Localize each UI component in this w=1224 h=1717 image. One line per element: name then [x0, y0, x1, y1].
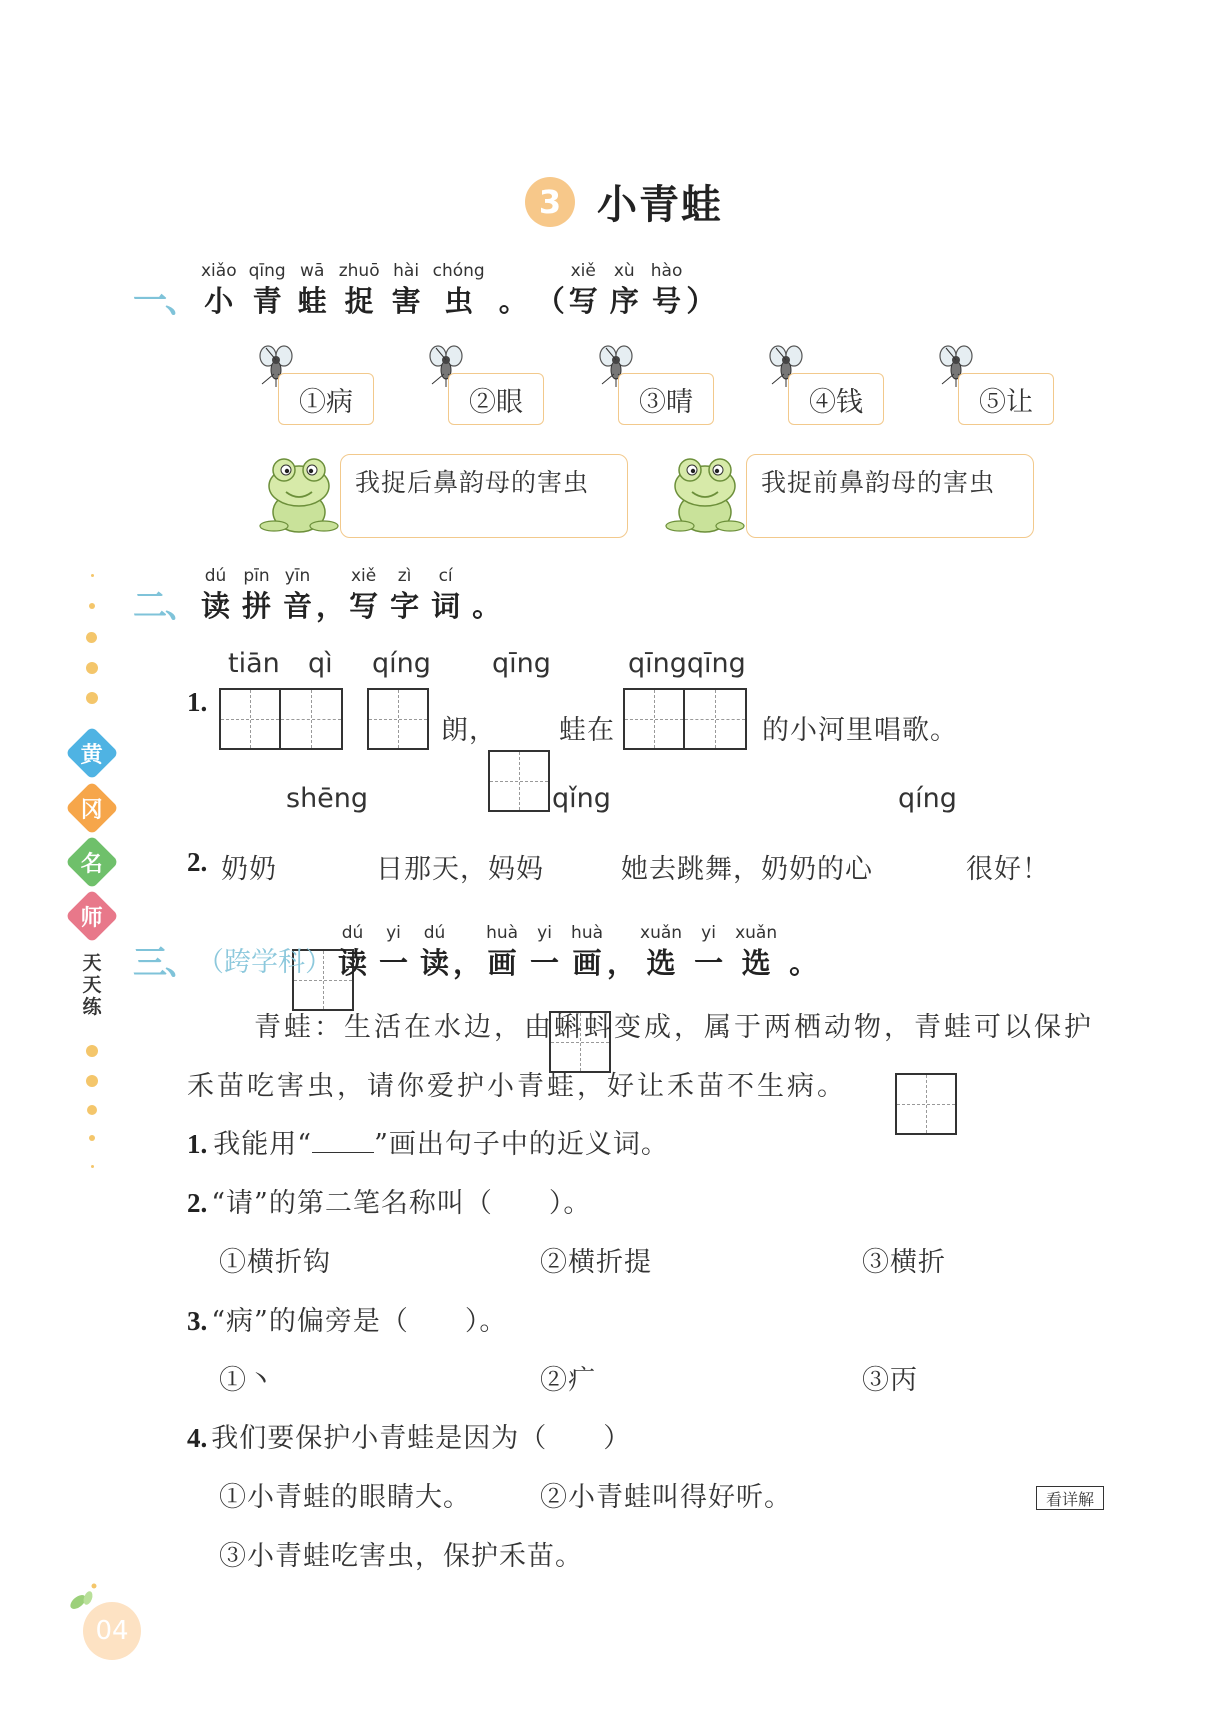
hanzi: 拼 — [242, 589, 272, 623]
question-number: 1. — [187, 687, 208, 717]
option-3[interactable]: ③横折 — [862, 1247, 946, 1278]
pinyin: cí — [438, 566, 453, 586]
hanzi: 音 — [283, 589, 313, 623]
sentence-text: 很好！ — [966, 854, 1050, 885]
sidebar-dot — [86, 1075, 98, 1087]
sidebar-dot — [91, 1165, 94, 1168]
hanzi: 一 — [379, 946, 409, 980]
pinyin: xiě — [570, 261, 596, 281]
sentence-text: 朗， — [441, 715, 497, 746]
sidebar-dot — [91, 574, 94, 577]
pinyin-tian: tiān — [228, 648, 280, 679]
pinyin: yi — [701, 923, 716, 943]
card-label: ①病 — [299, 386, 353, 418]
lesson-title-text: 小青蛙 — [597, 182, 723, 228]
writing-box[interactable] — [623, 688, 685, 750]
page-number — [83, 1602, 141, 1660]
pinyin: wā — [300, 261, 325, 281]
bubble-text: 我捉前鼻韵母的害虫 — [761, 468, 996, 497]
pinyin: yi — [537, 923, 552, 943]
pinyin: dú — [423, 923, 446, 943]
writing-box[interactable] — [281, 688, 343, 750]
comma: ， — [316, 589, 346, 623]
question-number: 1. — [187, 1129, 208, 1159]
pinyin: dú — [204, 566, 227, 586]
passage-line-2: 禾苗吃害虫，请你爱护小青蛙，好让禾苗不生病。 — [187, 1071, 847, 1102]
sidebar-dot — [89, 603, 95, 609]
diamond-label: 师 — [80, 905, 104, 931]
pinyin: chóng — [432, 261, 485, 281]
writing-box[interactable] — [219, 688, 281, 750]
period: 。 — [789, 946, 819, 980]
question-3-1 — [187, 1122, 669, 1161]
hanzi: 词 — [431, 589, 461, 623]
period: 。 — [472, 589, 502, 623]
hanzi: 读 — [420, 946, 450, 980]
section2-header — [133, 565, 505, 625]
page-number-text: 04 — [95, 1616, 129, 1646]
question-number: 4. — [187, 1423, 208, 1453]
hanzi: 害 — [391, 284, 421, 318]
option-3[interactable]: ③丙 — [862, 1365, 918, 1396]
writing-box[interactable] — [685, 688, 747, 750]
hanzi: 号 — [652, 284, 682, 318]
comma: ， — [453, 946, 483, 980]
option-2[interactable]: ②横折提 — [540, 1247, 652, 1278]
speech-bubble-front-nasal[interactable] — [746, 454, 1034, 538]
hanzi: 写 — [349, 589, 379, 623]
question-3-3 — [187, 1299, 507, 1338]
pinyin-qi: qì — [308, 648, 333, 679]
question-number: 2. — [187, 847, 208, 877]
pinyin-sheng: shēng — [286, 783, 369, 814]
card-label: ②眼 — [469, 386, 523, 418]
passage-line-1: 青蛙：生活在水边，由蝌蚪变成，属于两栖动物，青蛙可以保护 — [254, 1012, 1094, 1043]
pinyin: huà — [571, 923, 604, 943]
writing-box-qing[interactable] — [367, 688, 429, 750]
section3-header — [133, 922, 822, 982]
pinyin-qing2: qíng — [898, 783, 957, 814]
question-number: 3. — [187, 1306, 208, 1336]
hanzi: 读 — [338, 946, 368, 980]
sentence-text: 奶奶 — [221, 854, 277, 885]
question-text: 我能用“ — [213, 1129, 313, 1160]
pinyin: zì — [397, 566, 412, 586]
diamond-label: 名 — [80, 851, 104, 877]
hanzi: 青 — [252, 284, 282, 318]
frog-icon — [662, 452, 748, 534]
pinyin-qingqing: qīngqīng — [628, 648, 746, 679]
hanzi: 蛙 — [297, 284, 327, 318]
diamond-label: 冈 — [80, 797, 104, 823]
cross-discipline-tag: （跨学科） — [197, 947, 332, 978]
question-3-4 — [187, 1416, 631, 1455]
hanzi: 小 — [204, 284, 234, 318]
section1-header — [133, 260, 719, 320]
button-label: 看详解 — [1045, 1489, 1094, 1509]
mosquito-card-4[interactable] — [788, 373, 884, 425]
sidebar-diamond-gang — [65, 781, 119, 835]
pinyin: xuǎn — [640, 923, 683, 943]
pinyin: huà — [486, 923, 519, 943]
hanzi: 读 — [201, 589, 231, 623]
sidebar-dot — [86, 632, 97, 643]
hanzi: 画 — [572, 946, 602, 980]
writing-box-qing2[interactable] — [488, 750, 550, 812]
sentence-text: 蛙在 — [559, 715, 615, 746]
mosquito-card-5[interactable] — [958, 373, 1054, 425]
hanzi: 一 — [530, 946, 560, 980]
hanzi: 画 — [487, 946, 517, 980]
pinyin: hào — [650, 261, 683, 281]
card-label: ⑤让 — [979, 386, 1033, 418]
pinyin: yi — [386, 923, 401, 943]
option-1[interactable]: ①丶 — [219, 1365, 275, 1396]
sentence-text: 她去跳舞，奶奶的心 — [621, 854, 873, 885]
sidebar-dot — [89, 1135, 95, 1141]
pinyin: xuǎn — [735, 923, 778, 943]
bubble-text: 我捉后鼻韵母的害虫 — [355, 468, 590, 497]
frog-icon — [256, 452, 342, 534]
pinyin-qing: qīng — [492, 648, 551, 679]
mosquito-card-3[interactable] — [618, 373, 714, 425]
speech-bubble-back-nasal[interactable] — [340, 454, 628, 538]
diamond-label: 黄 — [80, 742, 104, 768]
vertical-char: 天 — [82, 974, 102, 996]
pinyin: pīn — [243, 566, 270, 586]
mosquito-card-1[interactable] — [278, 373, 374, 425]
section1-number: 一、 — [133, 281, 197, 321]
section3-number: 三、 — [133, 943, 197, 983]
hanzi: 选 — [646, 946, 676, 980]
view-details-button[interactable] — [1036, 1486, 1104, 1510]
option-2[interactable]: ②疒 — [540, 1365, 596, 1396]
pinyin: dú — [341, 923, 364, 943]
option-1[interactable]: ①小青蛙的眼睛大。 — [219, 1482, 471, 1513]
pinyin: hài — [393, 261, 420, 281]
sentence-text: 的小河里唱歌。 — [762, 715, 958, 746]
lesson-number-badge: 3 — [525, 177, 575, 227]
sidebar-vertical-text — [80, 952, 104, 1018]
pinyin: xù — [613, 261, 635, 281]
pinyin: yīn — [284, 566, 311, 586]
card-label: ③晴 — [639, 386, 693, 418]
writing-boxes-tianqi[interactable] — [219, 688, 343, 750]
sidebar-dot — [86, 692, 98, 704]
pinyin: xiě — [350, 566, 377, 586]
vertical-char: 天 — [82, 952, 102, 974]
hanzi: 选 — [741, 946, 771, 980]
sidebar-diamond-huang — [65, 726, 119, 780]
pinyin-qing: qíng — [372, 648, 431, 679]
writing-box-qing4[interactable] — [895, 1073, 957, 1135]
sidebar-dot — [86, 1045, 98, 1057]
period: 。 — [498, 284, 528, 318]
question-text: 我们要保护小青蛙是因为（ ） — [211, 1423, 632, 1454]
question-text: “病”的偏旁是（ ）。 — [211, 1306, 508, 1337]
hanzi: 写 — [568, 284, 598, 318]
section2-number: 二、 — [133, 586, 197, 626]
pinyin-qing3: qǐng — [552, 783, 611, 814]
sidebar-diamond-ming — [65, 835, 119, 889]
hanzi: 字 — [390, 589, 420, 623]
question-number: 2. — [187, 1188, 208, 1218]
mosquito-card-2[interactable] — [448, 373, 544, 425]
hanzi: 序 — [609, 284, 639, 318]
question-text: ”画出句子中的近义词。 — [374, 1129, 669, 1160]
underline-symbol-blank[interactable] — [312, 1125, 374, 1153]
option-3[interactable]: ③小青蛙吃害虫，保护禾苗。 — [219, 1541, 583, 1572]
vertical-char: 练 — [82, 996, 102, 1018]
card-label: ④钱 — [809, 386, 863, 418]
lesson-title — [525, 173, 723, 230]
paren-close: ） — [686, 284, 716, 318]
sidebar-dot — [87, 1105, 97, 1115]
sentence-text: 日那天，妈妈 — [376, 854, 544, 885]
question-3-2 — [187, 1181, 591, 1220]
sidebar-diamond-shi — [65, 889, 119, 943]
option-2[interactable]: ②小青蛙叫得好听。 — [540, 1482, 792, 1513]
pinyin: qīng — [248, 261, 286, 281]
option-1[interactable]: ①横折钩 — [219, 1247, 331, 1278]
comma: ， — [607, 946, 637, 980]
hanzi: 虫 — [444, 284, 474, 318]
paren-open: （ — [535, 284, 565, 318]
pinyin: xiǎo — [201, 261, 237, 281]
hanzi: 捉 — [344, 284, 374, 318]
sidebar-dot — [86, 662, 98, 674]
pinyin: zhuō — [338, 261, 380, 281]
hanzi: 一 — [694, 946, 724, 980]
question-text: “请”的第二笔名称叫（ ）。 — [211, 1188, 592, 1219]
writing-boxes-qingqing[interactable] — [623, 688, 747, 750]
